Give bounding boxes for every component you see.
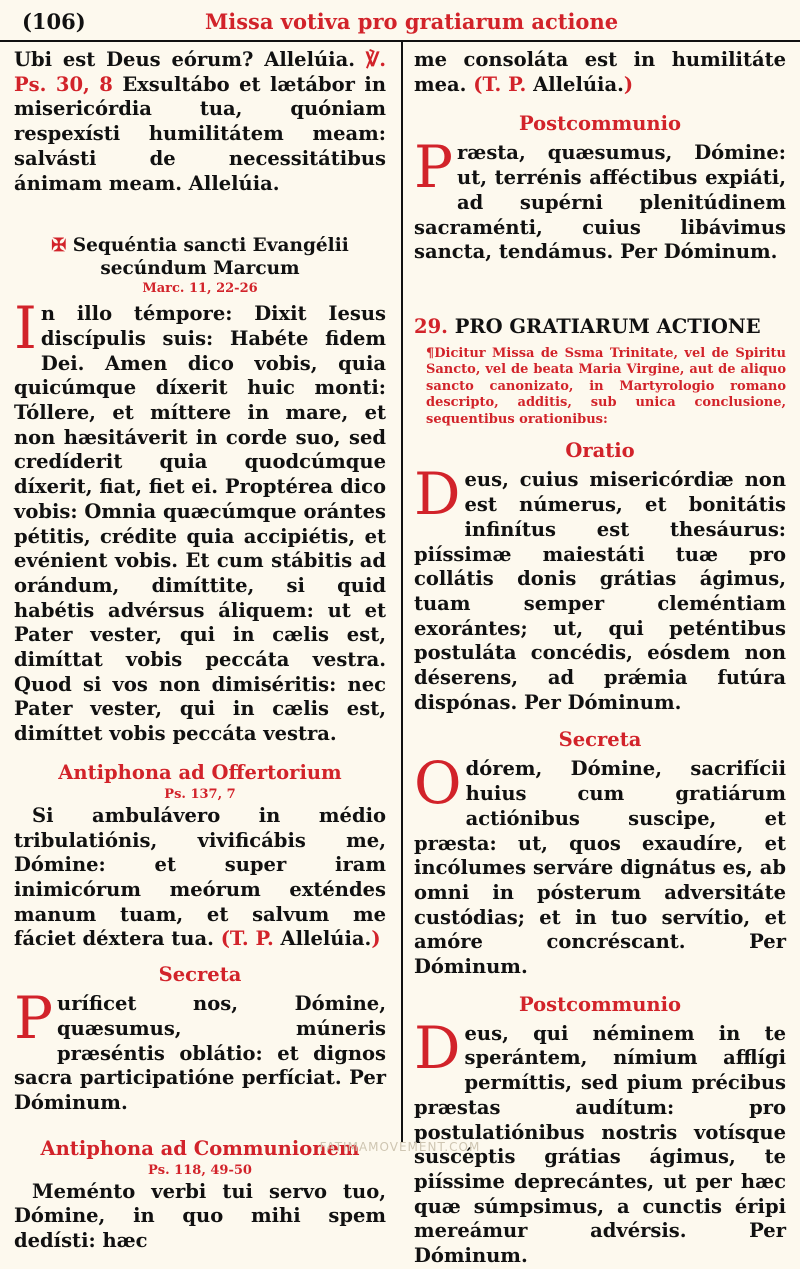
continuation-tp-close: ) <box>623 72 634 96</box>
gospel-ref: Marc. 11, 22-26 <box>142 281 258 297</box>
versicle-mark: ℣. <box>365 48 386 71</box>
oratio-text: eus, cuius misericórdiæ non est númerus, et bonitátis infinítus est thesáurus: piíssimæ maiestáti tuæ pro collátis donis grátias ágimus, tuam semper cleméntiam exorántes; ut, qui peténtibus postuláta concédis, eósdem non déserens, ad prǽmia futúra dispónas. Per Dóminum. <box>414 468 786 714</box>
oratio-heading: Oratio <box>565 439 635 463</box>
section-title: PRO GRATIARUM ACTIONE <box>454 314 761 338</box>
oratio-paragraph <box>414 460 786 715</box>
offertory-tp-alleluia: Allelúia. <box>280 927 372 951</box>
continuation-tp-alleluia: Allelúia. <box>533 72 624 96</box>
offertory-ref: Ps. 137, 7 <box>164 786 236 802</box>
gospel-title-block <box>14 234 386 280</box>
postcommunio1-initial: P <box>414 133 454 202</box>
continuation-tp: (T. P. <box>473 72 527 96</box>
oratio-initial: D <box>414 460 461 529</box>
gospel-text: n illo témpore: Dixit Iesus discípulis suis: Habéte fidem Dei. Amen dico vobis, quia quicúmque díxerit huic monti: Tóllere, et míttere in mare, et non hæsitáverit in corde suo, sed credíderit quia quodcúmque díxerit, fiat, fiet ei. Proptérea dico vobis: Omnia quæcúmque orántes pétitis, crédite quia accipiétis, et evénient vobis. Et cum stábitis ad orándum, dimíttite, si quid habétis advérsus áliquem: ut et Pater vester, qui in cælis est, dimíttat vobis peccáta vestra. Quod si vos non dimiséritis: nec Pater vester, qui in cælis est, dimíttet vobis peccáta vestra. <box>14 302 386 746</box>
postcommunio2-text: eus, qui néminem in te sperántem, nímium afflígi permíttis, sed pium précibus præstas audítum: pro postulatiónibus nostris votísque suscéptis grátias ágimus, te piíssime deprecántes, ut per hæc quæ súmpsimus, a cunctis éripi mereámur advérsis. Per Dóminum. <box>414 1021 786 1268</box>
intro-line: Ubi est Deus eórum? Allelúia. <box>14 48 355 71</box>
postcommunio1-heading: Postcommunio <box>518 112 682 136</box>
continuation-text: me consoláta est in humilitáte mea. <box>414 48 786 96</box>
section-number: 29. <box>414 314 448 338</box>
watermark: FATIMAMOVEMENT.COM <box>319 1140 481 1154</box>
psalm-ref: Ps. 30, 8 <box>14 72 113 96</box>
column-divider <box>401 42 403 1142</box>
secreta-heading-left: Secreta <box>158 963 242 987</box>
communion-text: Meménto verbi tui servo tuo, Dómine, in quo mihi spem dedísti: hæc <box>14 1179 386 1253</box>
communion-ref: Ps. 118, 49-50 <box>148 1162 252 1178</box>
postcommunio1-text: ræsta, quæsumus, Dómine: ut, terrénis afféctibus expiáti, ad supérni plenitúdinem sacraménti, cuius libávimus sancta, tendámus. Per Dóminum. <box>414 141 786 264</box>
secreta-heading-right: Secreta <box>558 728 642 752</box>
gospel-initial: I <box>14 294 37 363</box>
secreta-paragraph-left <box>14 984 386 1116</box>
cross-icon: ✠ <box>51 235 67 257</box>
psalm-text: Exsultábo et lætábor in misericórdia tua, quóniam respexísti humilitátem meam: salvásti de necessitátibus ánimam meam. Allelúia. <box>14 72 386 195</box>
header-rule <box>0 40 800 42</box>
secreta-initial-left: P <box>14 984 54 1053</box>
offertory-tp-close: ) <box>371 927 381 951</box>
secreta-text-right: dórem, Dómine, sacrifícii huius cum gratiárum actiónibus suscipe, et præsta: ut, quos exaudíre, et incólumes serváre dignátus es, ab omni in pósterum adversitáte custódias; et in tuo servítio, et amóre concréscant. Per Dóminum. <box>414 757 786 979</box>
right-column <box>414 48 786 1269</box>
communion-continuation <box>414 48 786 97</box>
offertory-heading: Antiphona ad Offertorium <box>58 760 342 784</box>
running-title: Missa votiva pro gratiarum actione <box>205 9 619 34</box>
communion-heading: Antiphona ad Communionem <box>40 1136 360 1160</box>
postcommunio2-heading: Postcommunio <box>518 992 682 1016</box>
left-column <box>14 48 386 1254</box>
offertory-paragraph <box>14 804 386 952</box>
secreta-paragraph-right <box>414 749 786 979</box>
postcommunio1-paragraph <box>414 133 786 265</box>
page-number: (106) <box>22 9 86 34</box>
offertory-tp: (T. P. <box>220 927 274 951</box>
alleluia-verse <box>14 48 386 196</box>
gospel-title: Sequéntia sancti Evangélii secúndum Marcum <box>72 235 349 280</box>
secreta-initial-right: O <box>414 749 462 818</box>
rubric: ¶Dicitur Missa de Ssma Trinitate, vel de Spiritu Sancto, vel de beata Maria Virgine, aut de aliquo sancto canonizato, in Martyrologio romano descripto, additis, sub unica conclusione, sequentibus orationibus: <box>426 345 786 427</box>
gospel-paragraph <box>14 294 386 747</box>
offertory-text: Si ambulávero in médio tribulatiónis, vivificábis me, Dómine: et super iram inimicórum meórum exténdes manum tuam, et salvum me fáciet déxtera tua. <box>14 803 386 951</box>
section-heading <box>414 315 786 338</box>
secreta-text-left: uríficet nos, Dómine, quæsumus, múneris præséntis oblátio: et dignos sacra participatióne perfíciat. Per Dóminum. <box>14 992 386 1114</box>
postcommunio2-initial: D <box>414 1013 461 1082</box>
